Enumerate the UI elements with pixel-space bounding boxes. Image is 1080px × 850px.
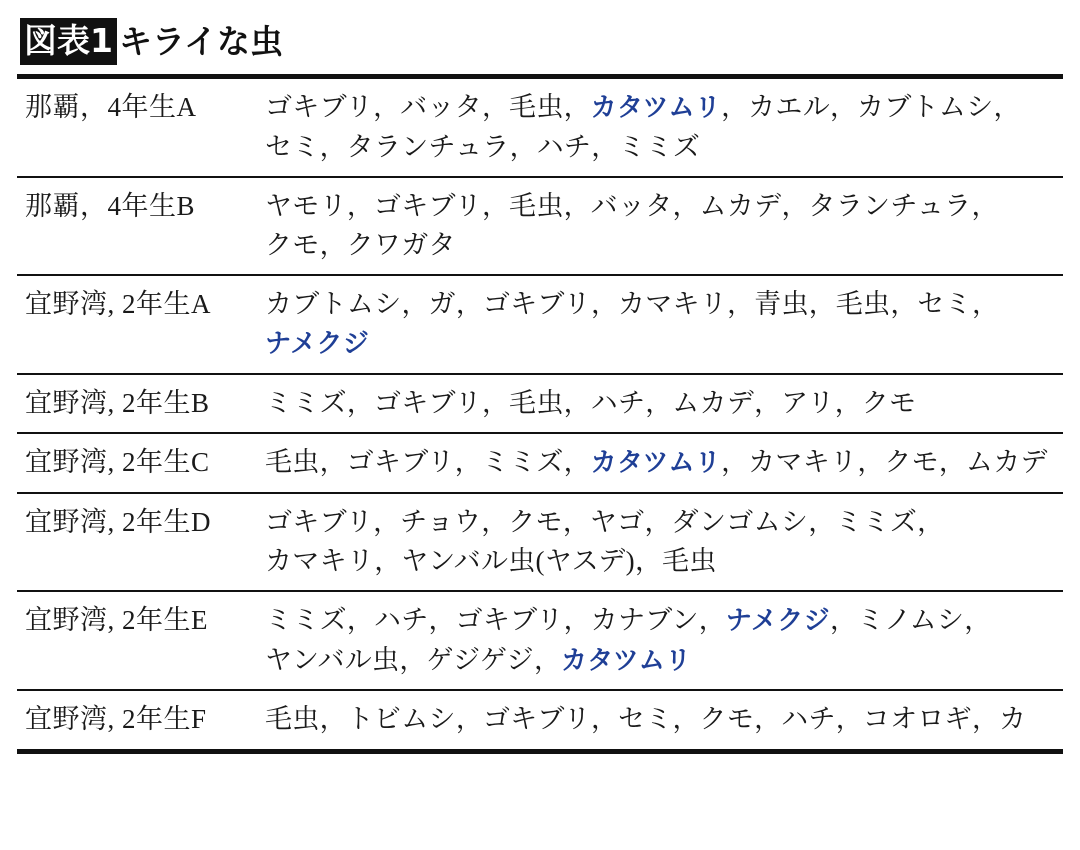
item-separator: ， <box>727 289 755 320</box>
table-row <box>17 592 1063 691</box>
row-items <box>265 700 1063 739</box>
item-separator: ， <box>938 447 966 478</box>
insect-item: ヤゴ <box>589 506 645 537</box>
insect-item: ミミズ <box>265 605 347 636</box>
insect-item: ゴキブリ <box>346 447 455 478</box>
insect-item: ミミズ <box>835 506 918 537</box>
insect-item: カナブン <box>590 605 699 636</box>
insect-item: カマキリ <box>617 289 728 320</box>
insect-item-highlighted: カタツムリ <box>560 645 692 676</box>
item-separator: ， <box>698 605 726 636</box>
item-separator: ， <box>590 704 618 735</box>
item-separator: ， <box>721 92 749 122</box>
item-separator: ， <box>482 387 510 418</box>
item-separator: ， <box>454 447 482 478</box>
item-separator: ， <box>993 92 1021 122</box>
insect-item: カマキリ <box>265 545 375 576</box>
insect-item: ダンゴムシ <box>671 506 809 537</box>
insect-item: タランチュラ <box>346 131 510 162</box>
row-label: 宜野湾, 2年生B <box>25 387 210 418</box>
page-title: キライな虫 <box>118 21 283 61</box>
item-separator: ， <box>563 92 591 122</box>
insect-item: 毛虫 <box>509 92 564 122</box>
insect-item: カブトムシ <box>265 289 402 320</box>
insect-item: 毛虫 <box>661 545 717 576</box>
item-separator: ， <box>754 387 782 418</box>
item-separator: ， <box>533 644 561 675</box>
row-label: 宜野湾, 2年生A <box>25 289 211 320</box>
item-separator: ， <box>857 447 885 478</box>
insect-item: カ <box>998 704 1027 735</box>
item-separator: ， <box>645 387 673 418</box>
item-separator: ， <box>781 190 809 221</box>
item-separator: ， <box>672 190 700 221</box>
insect-item: ムカデ <box>672 387 755 418</box>
item-separator: ， <box>455 704 483 735</box>
row-label: 那覇，4年生A <box>25 92 197 122</box>
insect-item: カエル <box>748 92 831 122</box>
insect-item: ムカデ <box>699 190 782 221</box>
insect-item: チョウ <box>400 506 482 537</box>
item-separator: ， <box>971 704 999 735</box>
item-separator: ， <box>644 506 672 537</box>
item-separator: ， <box>455 289 483 320</box>
item-separator: ， <box>890 289 918 320</box>
row-label: 宜野湾, 2年生F <box>25 704 207 735</box>
item-separator: ， <box>829 605 857 636</box>
item-separator: ， <box>319 447 347 478</box>
insect-item: ガ <box>428 289 456 320</box>
row-label: 宜野湾, 2年生D <box>25 506 211 537</box>
insect-item: ヤンバル虫(ヤスデ) <box>401 545 635 576</box>
insect-item: クワガタ <box>346 229 456 260</box>
table-row <box>17 691 1063 748</box>
item-separator: ， <box>590 289 618 320</box>
item-separator: ， <box>672 704 700 735</box>
insect-item: ゴキブリ <box>373 387 483 418</box>
item-separator: ， <box>563 387 591 418</box>
insect-item: 毛虫 <box>835 289 891 320</box>
figure-number-badge: 図表1 <box>20 18 117 65</box>
table-row <box>17 434 1063 494</box>
insect-item-highlighted: カタツムリ <box>590 93 722 123</box>
insect-item: コオロギ <box>862 704 972 735</box>
insect-item: ヤモリ <box>265 190 347 221</box>
item-separator: ， <box>834 387 862 418</box>
insect-item: ミミズ <box>618 131 701 162</box>
insect-item: 毛虫 <box>265 704 320 735</box>
row-items <box>265 384 1063 423</box>
insect-item: ハチ <box>373 605 429 636</box>
insect-item: ミノムシ <box>856 605 965 636</box>
item-separator: ， <box>482 190 510 221</box>
item-separator: ， <box>562 506 590 537</box>
item-separator: ， <box>917 506 945 537</box>
row-items <box>265 503 1063 581</box>
insect-item: セミ <box>617 704 673 735</box>
insect-item: ムカデ <box>965 447 1048 478</box>
item-separator: ， <box>830 92 858 122</box>
insect-item: ゴキブリ <box>373 190 483 221</box>
item-separator: ， <box>634 545 662 576</box>
item-separator: ， <box>481 506 509 537</box>
insect-item: バッタ <box>590 190 673 221</box>
row-label: 宜野湾, 2年生E <box>25 605 208 636</box>
insect-item: クモ <box>884 447 939 478</box>
item-separator: ， <box>563 190 591 221</box>
row-label: 宜野湾, 2年生C <box>25 447 210 478</box>
insect-item: タランチュラ <box>808 190 972 221</box>
row-items <box>265 187 1063 265</box>
item-separator: ， <box>346 190 374 221</box>
row-items <box>265 443 1063 483</box>
item-separator: ， <box>401 289 429 320</box>
insect-item: ゴキブリ <box>265 506 374 537</box>
insect-item: セミ <box>917 289 972 320</box>
item-separator: ， <box>482 92 510 122</box>
insect-item: カブトムシ <box>857 92 994 122</box>
insect-item: 毛虫 <box>509 190 564 221</box>
insect-item-highlighted: ナメクジ <box>265 329 370 360</box>
item-separator: ， <box>319 131 347 162</box>
insect-item: ゴキブリ <box>482 289 591 320</box>
insect-item: ゲジゲジ <box>426 644 534 675</box>
insect-item: クモ <box>861 387 917 418</box>
item-separator: ， <box>591 131 619 162</box>
item-separator: ， <box>373 506 401 537</box>
row-items <box>265 88 1063 167</box>
insect-item: ミミズ <box>265 387 347 418</box>
item-separator: ， <box>319 704 347 735</box>
item-separator: ， <box>563 447 591 478</box>
table-row <box>17 276 1063 375</box>
insect-item: トビムシ <box>346 704 456 735</box>
item-separator: ， <box>428 605 456 636</box>
row-items <box>265 601 1063 680</box>
insect-item: バッタ <box>400 92 483 122</box>
item-separator: ， <box>509 131 537 162</box>
item-separator: ， <box>808 506 836 537</box>
item-separator: ， <box>374 545 402 576</box>
table-row <box>17 375 1063 434</box>
insect-item: ハチ <box>590 387 646 418</box>
item-separator: ， <box>971 289 999 320</box>
figure-title <box>20 18 1064 64</box>
insect-item: 青虫 <box>754 289 809 320</box>
row-items <box>265 285 1063 364</box>
insect-item: クモ <box>265 229 320 260</box>
item-separator: ， <box>835 704 863 735</box>
insect-item: ゴキブリ <box>455 605 564 636</box>
insect-item-highlighted: ナメクジ <box>725 606 830 637</box>
table-bottom-rule <box>17 749 1063 754</box>
insect-item: ゴキブリ <box>265 92 374 122</box>
insect-item: カマキリ <box>748 447 858 478</box>
insect-table <box>17 79 1063 749</box>
table-row <box>17 494 1063 592</box>
item-separator: ， <box>563 605 591 636</box>
item-separator: ， <box>754 704 782 735</box>
insect-item: ヤンバル虫 <box>265 644 400 675</box>
item-separator: ， <box>346 605 374 636</box>
insect-item: セミ <box>265 131 320 162</box>
insect-item: ゴキブリ <box>482 704 591 735</box>
insect-item: 毛虫 <box>509 387 564 418</box>
row-label: 那覇，4年生B <box>25 190 196 221</box>
item-separator: ， <box>971 190 999 221</box>
insect-item: ミミズ <box>481 447 564 478</box>
insect-item: クモ <box>699 704 755 735</box>
table-row <box>17 178 1063 276</box>
insect-item: ハチ <box>536 131 592 162</box>
insect-item: アリ <box>781 387 835 418</box>
item-separator: ， <box>721 447 749 478</box>
insect-item: クモ <box>508 506 563 537</box>
table-row <box>17 79 1063 178</box>
item-separator: ， <box>373 92 401 122</box>
item-separator: ， <box>399 644 427 675</box>
item-separator: ， <box>964 605 992 636</box>
insect-item: 毛虫 <box>265 447 320 478</box>
item-separator: ， <box>319 229 347 260</box>
item-separator: ， <box>808 289 836 320</box>
insect-item-highlighted: カタツムリ <box>590 448 722 479</box>
item-separator: ， <box>346 387 374 418</box>
insect-item: ハチ <box>781 704 836 735</box>
